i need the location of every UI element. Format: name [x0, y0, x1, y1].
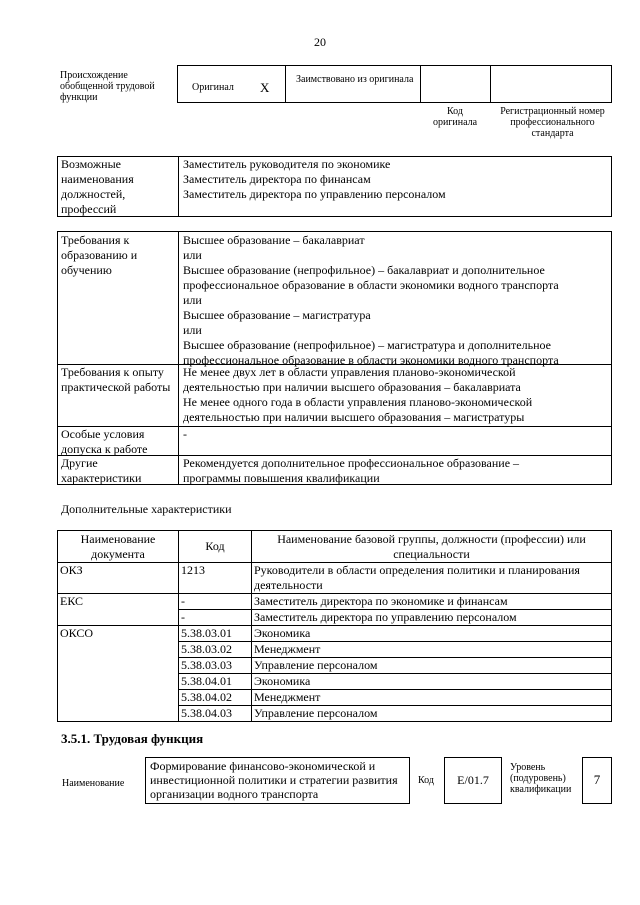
cell-name: Управление персоналом — [252, 658, 612, 674]
cell-name: Заместитель директора по экономике и финансам — [252, 594, 612, 610]
function-name-label: Наименование — [62, 778, 125, 789]
cell-name: Заместитель директора по управлению персоналом — [252, 610, 612, 626]
req-line: Высшее образование – бакалавриат — [183, 233, 365, 247]
origin-borrowed: Заимствовано из оригинала — [296, 74, 414, 85]
cell-code: 5.38.03.01 — [179, 626, 252, 642]
cell-name: Экономика — [252, 626, 612, 642]
additional-table — [57, 530, 612, 722]
req-line: Не менее двух лет в области управления планово-экономической — [183, 365, 516, 379]
origin-original: Оригинал — [192, 82, 234, 93]
req-education-text — [183, 233, 608, 368]
cell-code: - — [179, 594, 252, 610]
req-line: деятельностью при наличии высшего образования – магистратуры — [183, 410, 525, 424]
cell-doc: ОКСО — [58, 626, 179, 722]
req-admission-label: Особые условия допуска к работе — [61, 427, 148, 456]
req-other-label: Другие характеристики — [61, 456, 142, 485]
req-experience-text — [183, 365, 608, 425]
header-code: Код — [179, 531, 252, 563]
requirements-divider — [178, 231, 179, 485]
cell-code: 5.38.04.03 — [179, 706, 252, 722]
table-row — [58, 626, 612, 642]
req-other-text — [183, 456, 608, 486]
req-line: деятельностью при наличии высшего образования – бакалавриата — [183, 380, 521, 394]
function-name-value: Формирование финансово-экономической и инвестиционной политики и стратегии развития организации водного транспорта — [150, 759, 398, 801]
position-line: Заместитель директора по управлению персоналом — [183, 187, 446, 201]
cell-doc: ЕКС — [58, 594, 179, 626]
req-line: или — [183, 248, 202, 262]
cell-code: 5.38.03.03 — [179, 658, 252, 674]
header-name: Наименование базовой группы, должности (профессии) или специальности — [252, 531, 612, 563]
origin-divider-2 — [420, 65, 421, 103]
page-number: 20 — [314, 35, 326, 49]
table-row — [58, 594, 612, 610]
cell-code: 1213 — [179, 563, 252, 594]
req-line: или — [183, 293, 202, 307]
req-line: программы повышения квалификации — [183, 471, 380, 485]
req-experience-label: Требования к опыту практической работы — [61, 365, 171, 394]
header-doc: Наименование документа — [58, 531, 179, 563]
function-level-value: 7 — [593, 772, 601, 787]
req-admission-text: - — [183, 427, 187, 441]
additional-title: Дополнительные характеристики — [61, 502, 232, 516]
position-line: Заместитель руководителя по экономике — [183, 157, 391, 171]
positions-label: Возможные наименования должностей, профессий — [61, 157, 134, 216]
table-row — [58, 563, 612, 594]
origin-divider-3 — [490, 65, 491, 103]
cell-doc: ОКЗ — [58, 563, 179, 594]
cell-code: 5.38.03.02 — [179, 642, 252, 658]
req-line: Высшее образование – магистратура — [183, 308, 371, 322]
req-line: профессиональное образование в области экономики водного транспорта — [183, 278, 559, 292]
origin-code-caption: Код оригинала — [432, 106, 478, 128]
origin-divider-1 — [285, 65, 286, 103]
function-level-label: Уровень (подуровень) квалификации — [510, 762, 572, 795]
origin-reg-caption: Регистрационный номер профессионального стандарта — [500, 106, 605, 139]
req-line: Высшее образование (непрофильное) – бакалавриат и дополнительное — [183, 263, 545, 277]
positions-list — [183, 157, 603, 202]
function-code-value: E/01.7 — [457, 773, 489, 787]
cell-name: Менеджмент — [252, 690, 612, 706]
req-education-label: Требования к образованию и обучению — [61, 233, 138, 277]
cell-code: 5.38.04.02 — [179, 690, 252, 706]
function-code-label: Код — [418, 775, 434, 786]
req-line: Высшее образование (непрофильное) – магистратура и дополнительное — [183, 338, 551, 352]
table-header-row — [58, 531, 612, 563]
req-line: Рекомендуется дополнительное профессиональное образование – — [183, 456, 520, 470]
req-line: или — [183, 323, 202, 337]
cell-code: 5.38.04.01 — [179, 674, 252, 690]
cell-name: Управление персоналом — [252, 706, 612, 722]
cell-name: Менеджмент — [252, 642, 612, 658]
cell-code: - — [179, 610, 252, 626]
cell-name: Руководители в области определения политики и планирования деятельности — [252, 563, 612, 594]
origin-mark: X — [260, 80, 270, 95]
position-line: Заместитель директора по финансам — [183, 172, 371, 186]
origin-label: Происхождение обобщенной трудовой функции — [60, 70, 155, 103]
positions-divider — [178, 156, 179, 217]
req-line: Не менее одного года в области управления планово-экономической — [183, 395, 533, 409]
req-line: профессиональное образование в области экономики водного транспорта — [183, 353, 559, 367]
function-heading: 3.5.1. Трудовая функция — [61, 731, 204, 746]
cell-name: Экономика — [252, 674, 612, 690]
